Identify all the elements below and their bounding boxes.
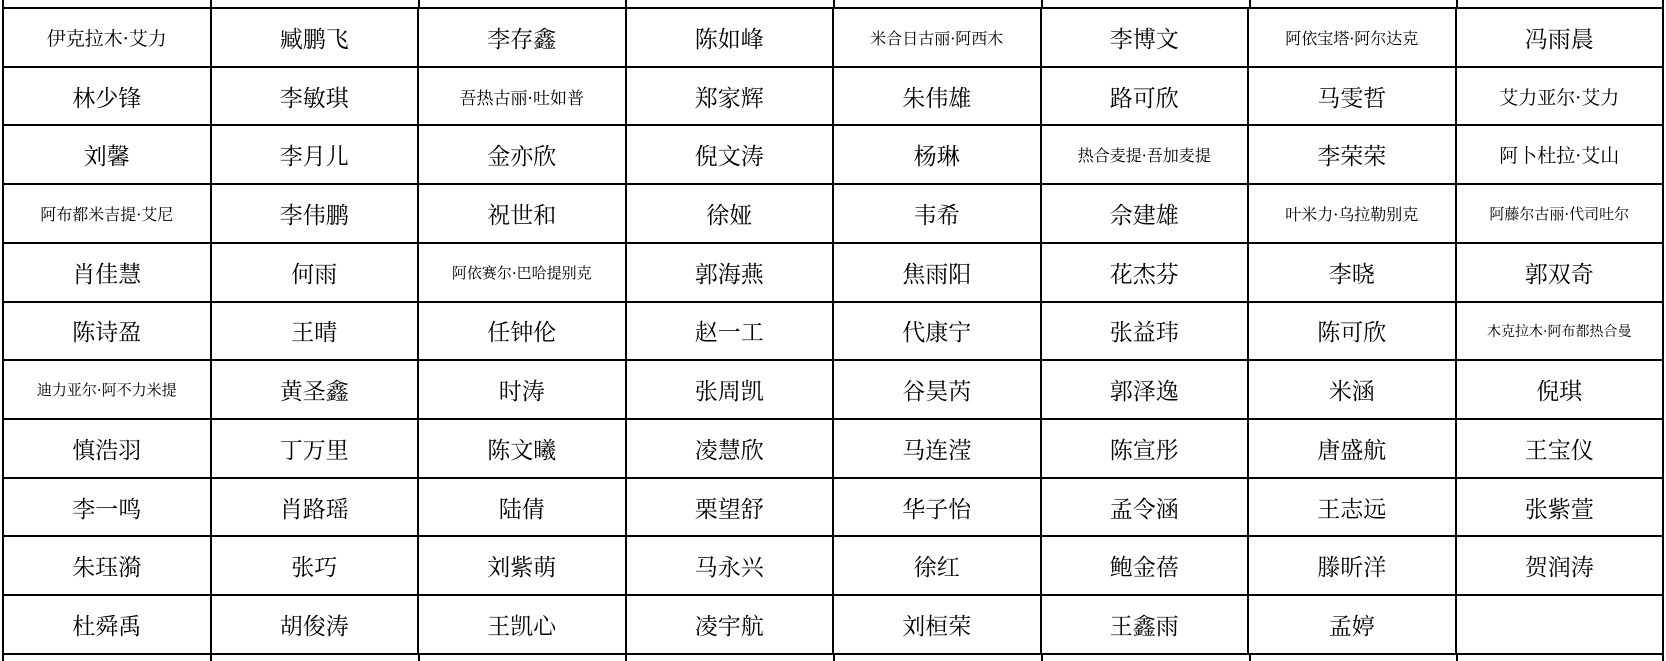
name-cell: 倪文涛 [626, 125, 834, 184]
cropped-gridline-stub [418, 654, 420, 661]
cropped-gridline-stub [833, 0, 835, 8]
name-cell: 王鑫雨 [1041, 595, 1249, 654]
name-cell: 郑家辉 [626, 67, 834, 126]
table-row [3, 67, 1663, 126]
name-cell: 赵一工 [626, 302, 834, 361]
name-cell: 艾力亚尔·艾力 [1456, 67, 1664, 126]
name-cell: 栗望舒 [626, 478, 834, 537]
name-cell: 阿依赛尔·巴哈提别克 [418, 243, 626, 302]
name-cell: 时涛 [418, 360, 626, 419]
name-cell: 鲍金蓓 [1041, 536, 1249, 595]
name-cell: 华子怡 [833, 478, 1041, 537]
name-cell: 杨琳 [833, 125, 1041, 184]
name-cell: 张益玮 [1041, 302, 1249, 361]
name-cell: 马连滢 [833, 419, 1041, 478]
name-cell: 郭海燕 [626, 243, 834, 302]
name-cell: 黄圣鑫 [211, 360, 419, 419]
name-cell: 韦希 [833, 184, 1041, 243]
name-cell: 朱珏漪 [3, 536, 211, 595]
name-cell: 肖路瑶 [211, 478, 419, 537]
table-row [3, 184, 1663, 243]
table-row [3, 302, 1663, 361]
name-cell: 李伟鹏 [211, 184, 419, 243]
name-cell: 肖佳慧 [3, 243, 211, 302]
name-cell: 郭双奇 [1456, 243, 1664, 302]
name-cell: 孟婷 [1248, 595, 1456, 654]
name-cell: 李敏琪 [211, 67, 419, 126]
name-cell: 王宝仪 [1456, 419, 1664, 478]
name-cell: 李晓 [1248, 243, 1456, 302]
table-row [3, 419, 1663, 478]
name-cell: 王志远 [1248, 478, 1456, 537]
name-cell: 徐娅 [626, 184, 834, 243]
name-cell: 滕昕洋 [1248, 536, 1456, 595]
name-cell: 任钟伦 [418, 302, 626, 361]
name-cell: 陆倩 [418, 478, 626, 537]
name-cell: 张紫萱 [1456, 478, 1664, 537]
name-cell: 花杰芬 [1041, 243, 1249, 302]
name-cell: 慎浩羽 [3, 419, 211, 478]
name-cell: 唐盛航 [1248, 419, 1456, 478]
name-cell: 金亦欣 [418, 125, 626, 184]
name-cell: 叶米力·乌拉勒别克 [1248, 184, 1456, 243]
name-cell: 徐红 [833, 536, 1041, 595]
cropped-gridline-stub [418, 0, 420, 8]
cropped-gridline-stub [1662, 0, 1664, 8]
name-cell: 米涵 [1248, 360, 1456, 419]
name-cell: 木克拉木·阿布都热合曼 [1456, 302, 1664, 361]
cropped-gridline-stub [1041, 654, 1043, 661]
name-cell: 陈宣彤 [1041, 419, 1249, 478]
name-cell: 刘紫萌 [418, 536, 626, 595]
name-cell: 陈可欣 [1248, 302, 1456, 361]
name-cell: 杜舜禹 [3, 595, 211, 654]
name-cell: 陈诗盈 [3, 302, 211, 361]
cropped-gridline-stub [625, 654, 627, 661]
name-cell: 郭泽逸 [1041, 360, 1249, 419]
cropped-gridline-stub [2, 654, 4, 661]
name-cell: 吾热古丽·吐如普 [418, 67, 626, 126]
cropped-gridline-stub [210, 654, 212, 661]
cropped-gridline-stub [625, 0, 627, 8]
name-cell: 丁万里 [211, 419, 419, 478]
names-table [2, 7, 1664, 655]
name-cell: 阿藤尔古丽·代司吐尔 [1456, 184, 1664, 243]
cropped-gridline-stub [1456, 654, 1458, 661]
name-cell: 王晴 [211, 302, 419, 361]
name-cell: 倪琪 [1456, 360, 1664, 419]
name-cell: 焦雨阳 [833, 243, 1041, 302]
table-row [3, 595, 1663, 654]
name-cell: 贺润涛 [1456, 536, 1664, 595]
name-cell: 祝世和 [418, 184, 626, 243]
name-cell: 臧鹏飞 [211, 8, 419, 67]
name-cell: 凌慧欣 [626, 419, 834, 478]
name-cell: 张巧 [211, 536, 419, 595]
name-cell: 阿布都米吉提·艾尼 [3, 184, 211, 243]
name-cell: 谷昊芮 [833, 360, 1041, 419]
cropped-gridline-stub [1041, 0, 1043, 8]
table-row [3, 243, 1663, 302]
name-cell: 朱伟雄 [833, 67, 1041, 126]
name-cell: 阿依宝塔·阿尔达克 [1248, 8, 1456, 67]
table-row [3, 360, 1663, 419]
table-row [3, 478, 1663, 537]
name-cell: 迪力亚尔·阿不力米提 [3, 360, 211, 419]
name-cell: 李博文 [1041, 8, 1249, 67]
name-cell: 代康宁 [833, 302, 1041, 361]
name-cell: 陈如峰 [626, 8, 834, 67]
name-cell: 阿卜杜拉·艾山 [1456, 125, 1664, 184]
name-cell: 林少锋 [3, 67, 211, 126]
name-cell: 冯雨晨 [1456, 8, 1664, 67]
name-cell: 李荣荣 [1248, 125, 1456, 184]
name-cell: 李存鑫 [418, 8, 626, 67]
name-cell: 胡俊涛 [211, 595, 419, 654]
name-cell: 刘桓荣 [833, 595, 1041, 654]
name-cell: 佘建雄 [1041, 184, 1249, 243]
name-cell: 张周凯 [626, 360, 834, 419]
name-cell: 伊克拉木·艾力 [3, 8, 211, 67]
table-row [3, 125, 1663, 184]
name-cell: 李一鸣 [3, 478, 211, 537]
name-cell: 刘馨 [3, 125, 211, 184]
cropped-gridline-stub [833, 654, 835, 661]
empty-cell [1456, 595, 1664, 654]
cropped-gridline-stub [210, 0, 212, 8]
table-row [3, 536, 1663, 595]
cropped-gridline-stub [1456, 0, 1458, 8]
cropped-gridline-stub [1249, 654, 1251, 661]
name-cell: 马永兴 [626, 536, 834, 595]
name-cell: 热合麦提·吾加麦提 [1041, 125, 1249, 184]
name-cell: 米合日古丽·阿西木 [833, 8, 1041, 67]
cropped-gridline-stub [1662, 654, 1664, 661]
cropped-gridline-stub [2, 0, 4, 8]
names-table-body [3, 8, 1663, 654]
name-cell: 李月儿 [211, 125, 419, 184]
table-row [3, 8, 1663, 67]
name-cell: 陈文曦 [418, 419, 626, 478]
name-cell: 王凯心 [418, 595, 626, 654]
name-cell: 路可欣 [1041, 67, 1249, 126]
name-cell: 凌宇航 [626, 595, 834, 654]
name-cell: 马雯哲 [1248, 67, 1456, 126]
name-cell: 孟令涵 [1041, 478, 1249, 537]
name-cell: 何雨 [211, 243, 419, 302]
cropped-gridline-stub [1249, 0, 1251, 8]
